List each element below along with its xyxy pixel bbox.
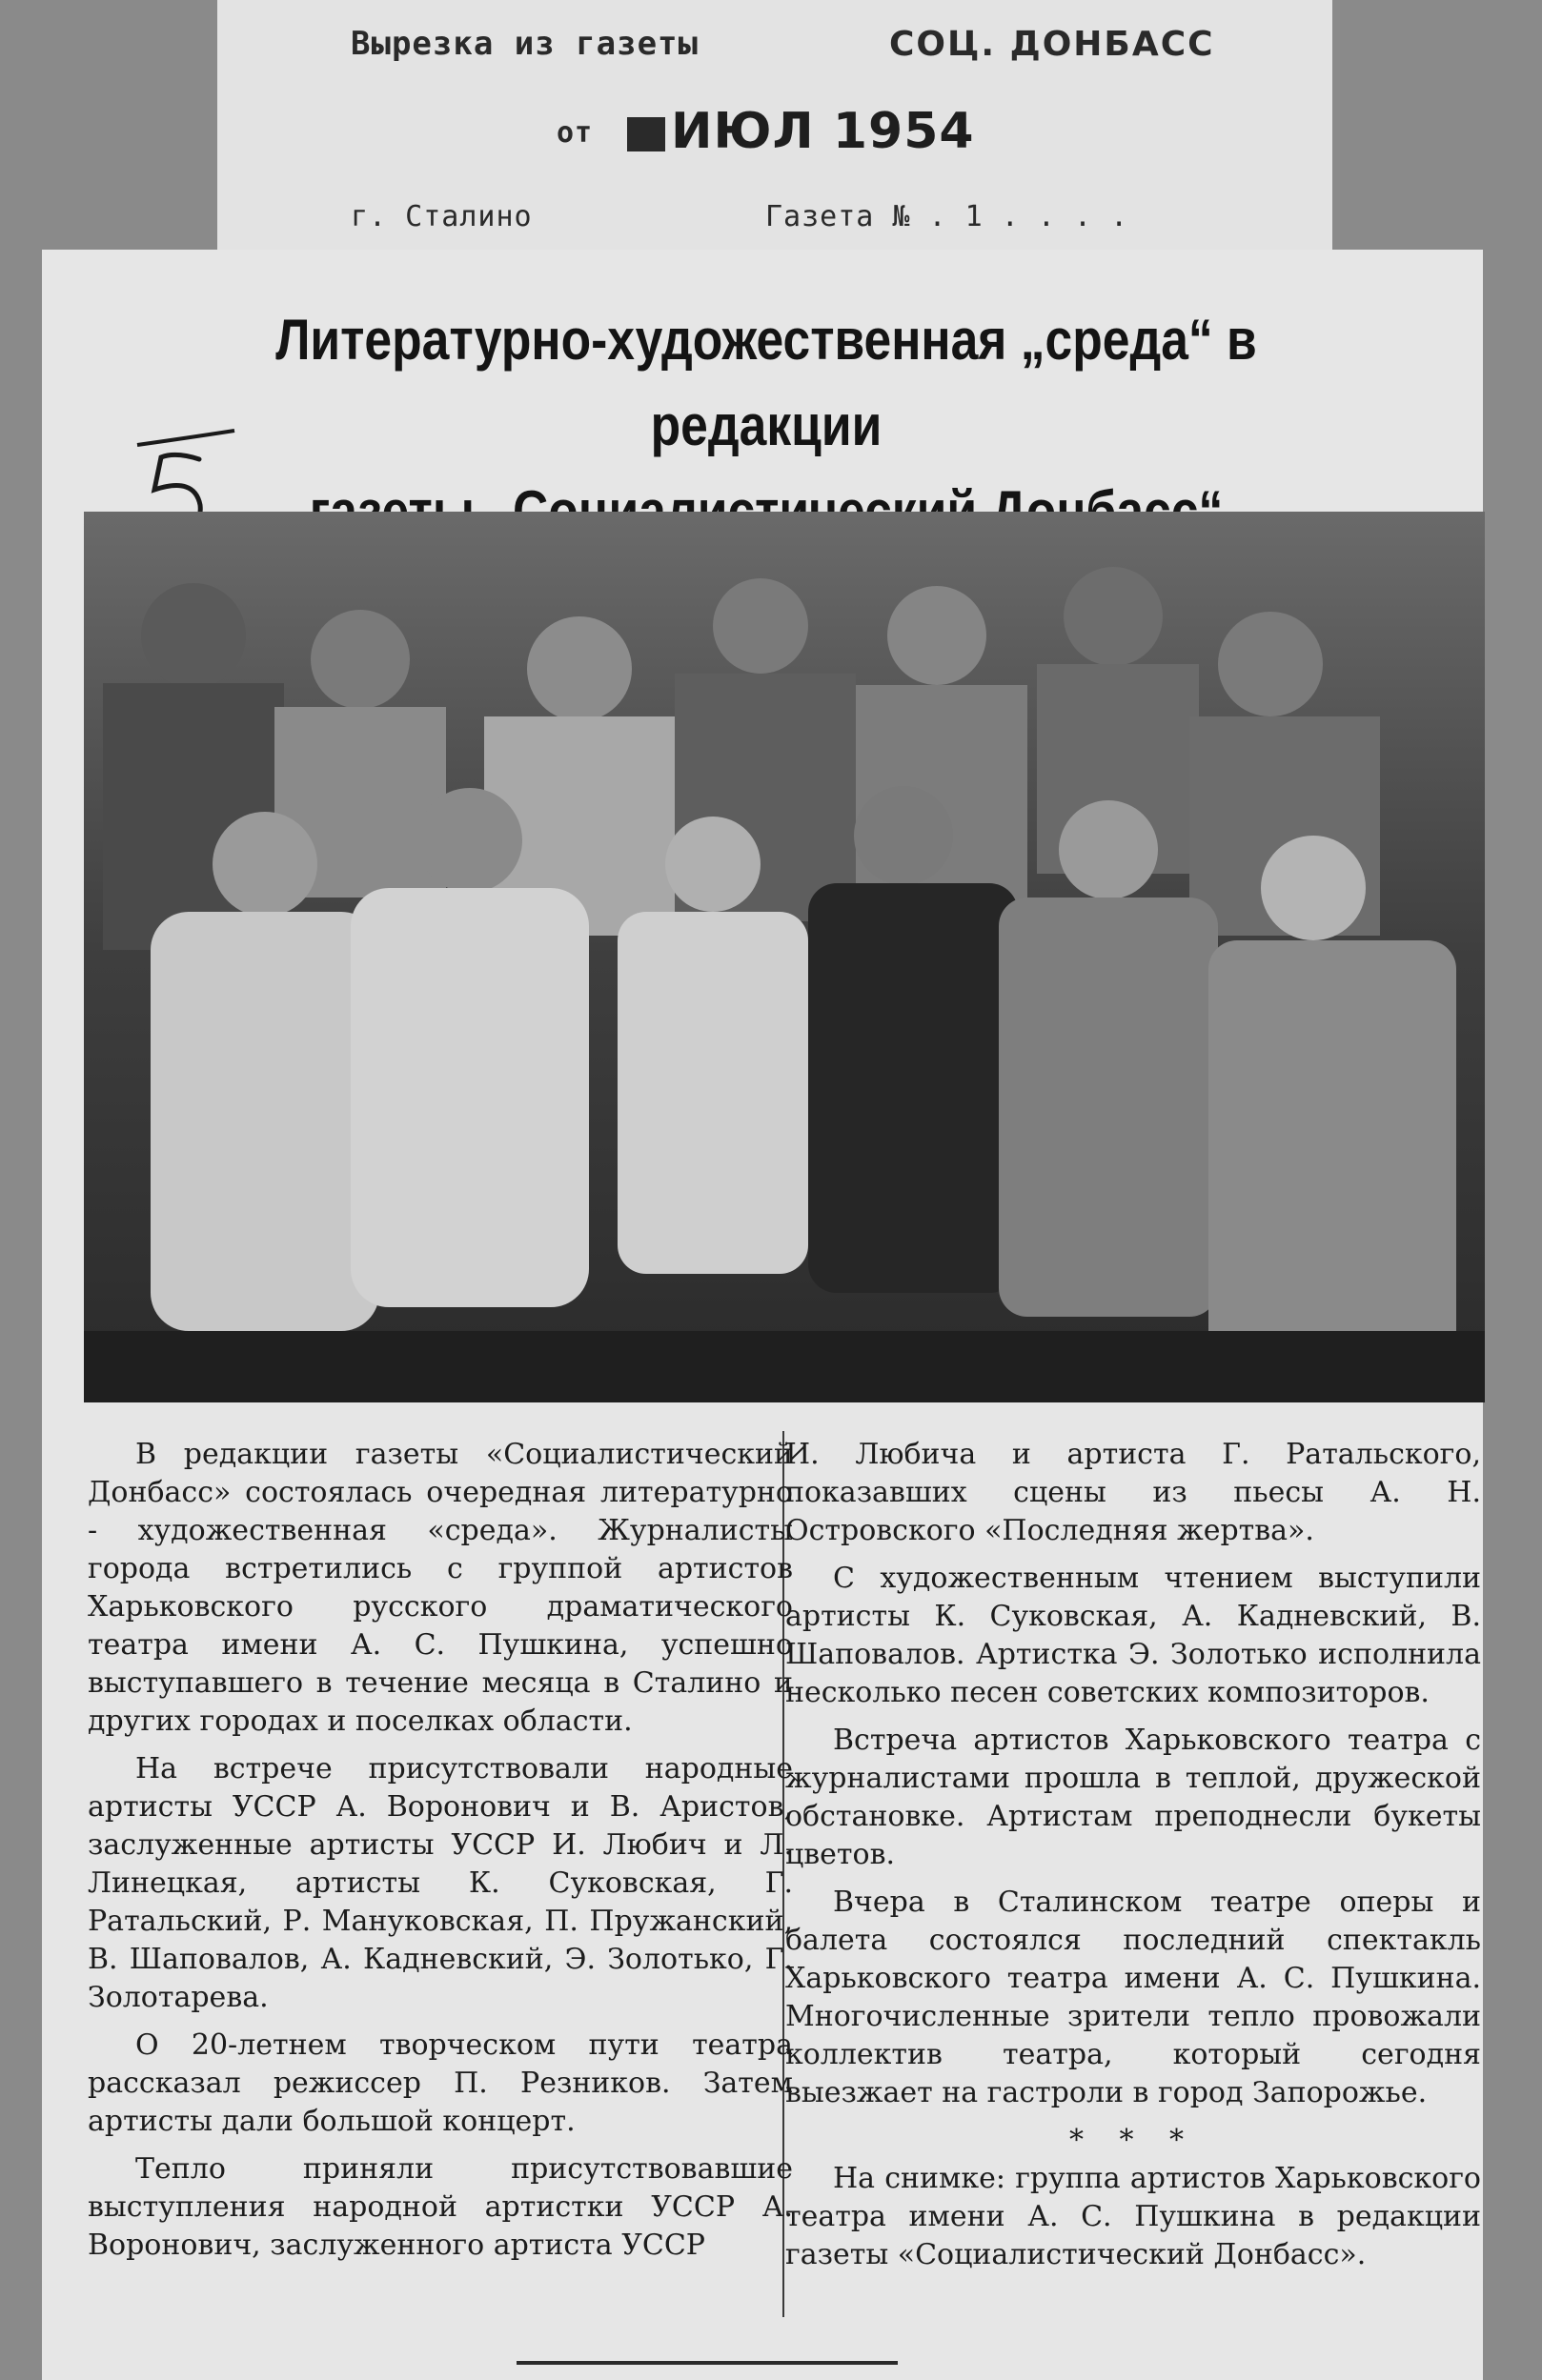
paragraph: С художественным чтением выступили артисты К. Суковская, А. Кадневский, В. Шаповалов. Артистка Э. Золотько исполнила несколько песен советских композиторов. bbox=[785, 1562, 1481, 1709]
clipping-label-sheet bbox=[217, 0, 1332, 250]
paragraph: О 20-летнем творческом пути театра рассказал режиссер П. Резников. Затем артисты дали большой концерт. bbox=[88, 2028, 793, 2138]
article-right-column bbox=[785, 1436, 1481, 2284]
clipping-source-label: Вырезка из газеты bbox=[351, 25, 699, 63]
paragraph: Вчера в Сталинском театре оперы и балета состоялся последний спектакль Харьковского театра имени А. С. Пушкина. Многочисленные зрители тепло провожали коллектив театра, который сегодня выезжает на гастроли в город Запорожье. bbox=[785, 1886, 1481, 2109]
group-photo bbox=[84, 512, 1485, 1402]
newspaper-clipping bbox=[42, 250, 1483, 2380]
article-left-column bbox=[88, 1436, 793, 2274]
stamp-smudge bbox=[627, 117, 665, 151]
date-stamp bbox=[627, 103, 975, 160]
bottom-rule bbox=[517, 2361, 898, 2365]
paragraph: Встреча артистов Харьковского театра с журналистами прошла в теплой, дружеской обстановке. Артистам преподнесли букеты цветов. bbox=[785, 1724, 1481, 1871]
date-prefix: от bbox=[557, 116, 594, 150]
paragraph: В редакции газеты «Социалистический Донбасс» состоялась очередная литературно - художественная «среда». Журналисты города встретились с группой артистов Харьковского русского драматического театра имени А. С. Пушкина, успешно выступавшего в течение месяца в Сталино и других городах и поселках области. bbox=[88, 1438, 793, 1738]
date-stamp-text: ИЮЛ 1954 bbox=[671, 103, 975, 160]
paragraph: И. Любича и артиста Г. Ратальского, показавших сцены из пьесы А. Н. Островского «Последняя жертва». bbox=[785, 1438, 1481, 1547]
paragraph: На встрече присутствовали народные артисты УССР А. Воронович и В. Аристов, заслуженные артисты УССР И. Любич и Л. Линецкая, артисты К. Суковская, Г. Ратальский, Р. Мануковская, П. Пружанский, В. Шаповалов, А. Кадневский, Э. Золотько, Г. Золотарева. bbox=[88, 1752, 793, 2014]
issue-number: Газета № . 1 . . . . bbox=[765, 200, 1129, 233]
section-separator: * * * bbox=[1068, 2124, 1198, 2157]
paragraph: Тепло приняли присутствовавшие выступления народной артистки УССР А. Воронович, заслуженного артиста УССР bbox=[88, 2152, 793, 2262]
newspaper-name: СОЦ. ДОНБАСС bbox=[889, 25, 1215, 64]
photo-caption: На снимке: группа артистов Харьковского театра имени А. С. Пушкина в редакции газеты «Социалистический Донбасс». bbox=[785, 2162, 1481, 2271]
article-title-line1: Литературно-художественная „среда“ в редакции bbox=[275, 308, 1257, 457]
group-photo-image bbox=[84, 512, 1485, 1402]
city-label: г. Сталино bbox=[351, 200, 533, 233]
